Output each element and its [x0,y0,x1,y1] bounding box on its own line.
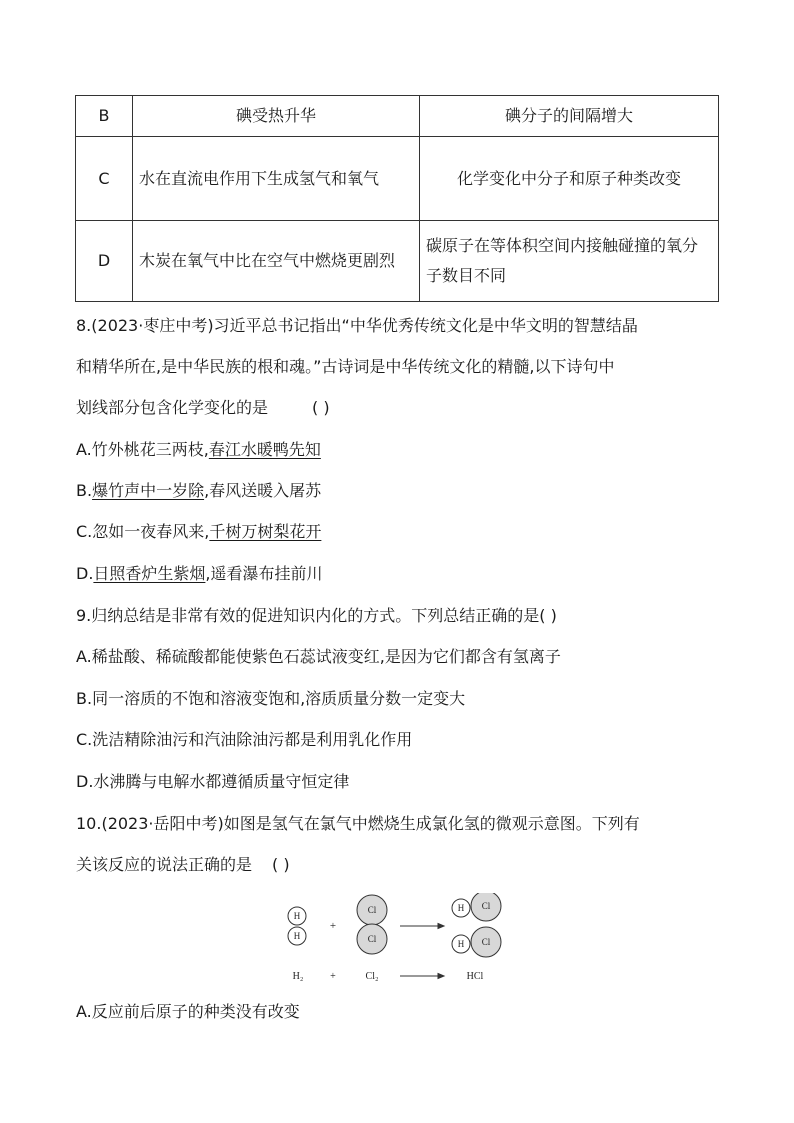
table-row [76,221,719,302]
option-prefix: B. [76,481,93,500]
atom-label: Cl [481,901,491,911]
row-explanation: 碘分子的间隔增大 [420,96,719,137]
equation-plus: + [330,971,336,982]
equation-h2: H₂ [292,971,304,982]
q8-stem-line1: 8.(2023·枣庄中考)习近平总书记指出“中华优秀传统文化是中华文明的智慧结晶 [76,316,638,335]
row-phenomenon: 木炭在氧气中比在空气中燃烧更剧烈 [133,221,420,302]
arrow-head [438,974,444,979]
q9-stem: 9.归纳总结是非常有效的促进知识内化的方式。下列总结正确的是( ) [76,606,557,625]
atom-label: H [457,903,465,913]
option-prefix: D. [76,564,94,583]
table-row [76,96,719,137]
plus-sign: + [329,920,337,932]
q8-option-d [76,563,323,585]
reaction-micro-diagram [270,893,510,985]
option-suffix: ,春风送暖入屠苏 [204,481,322,500]
row-label: C [76,137,133,221]
answer-paren: ( ) [312,398,330,417]
row-explanation: 化学变化中分子和原子种类改变 [420,137,719,221]
arrow-head [438,924,444,929]
q8-stem-line2: 和精华所在,是中华民族的根和魂。”古诗词是中华传统文化的精髓,以下诗句中 [76,357,615,376]
option-suffix: ,遥看瀑布挂前川 [205,564,323,583]
q8-option-c [76,521,321,543]
q9-option-c: C.洗洁精除油污和汽油除油污都是利用乳化作用 [76,730,413,749]
q9-option-d: D.水沸腾与电解水都遵循质量守恒定律 [76,772,350,791]
atom-label: Cl [367,905,377,915]
option-underlined: 千树万树梨花开 [209,522,322,541]
q9-option-b: B.同一溶质的不饱和溶液变饱和,溶质质量分数一定变大 [76,689,466,708]
option-underlined: 春江水暖鸭先知 [208,440,321,459]
answer-paren: ( ) [272,855,290,874]
row-phenomenon: 水在直流电作用下生成氢气和氧气 [133,137,420,221]
atom-label: H [457,939,465,949]
q8-option-a [76,439,321,461]
q9-option-a: A.稀盐酸、稀硫酸都能使紫色石蕊试液变红,是因为它们都含有氢离子 [76,647,561,666]
row-phenomenon: 碘受热升华 [133,96,420,137]
q10-option-a: A.反应前后原子的种类没有改变 [76,1002,300,1021]
option-underlined: 日照香炉生紫烟 [93,564,206,583]
q10-stem-line1: 10.(2023·岳阳中考)如图是氢气在氯气中燃烧生成氯化氢的微观示意图。下列有 [76,814,640,833]
q8-stem-line3 [76,397,330,419]
q10-stem-text: 关该反应的说法正确的是 [76,855,253,874]
atom-label: Cl [367,934,377,944]
option-underlined: 爆竹声中一岁除 [92,481,205,500]
row-label: D [76,221,133,302]
option-prefix: A.竹外桃花三两枝, [76,440,209,459]
atom-label: H [293,911,301,921]
equation-cl2: Cl₂ [365,971,379,982]
q10-stem-line2 [76,854,290,876]
q8-option-b [76,480,321,502]
atom-label: H [293,931,301,941]
q8-stem-text: 划线部分包含化学变化的是 [76,398,269,417]
comparison-table [75,95,719,302]
option-prefix: C.忽如一夜春风来, [76,522,210,541]
row-explanation: 碳原子在等体积空间内接触碰撞的氧分子数目不同 [420,221,719,302]
equation-hcl: HCl [466,971,484,982]
atom-label: Cl [481,937,491,947]
table-row [76,137,719,221]
row-label: B [76,96,133,137]
